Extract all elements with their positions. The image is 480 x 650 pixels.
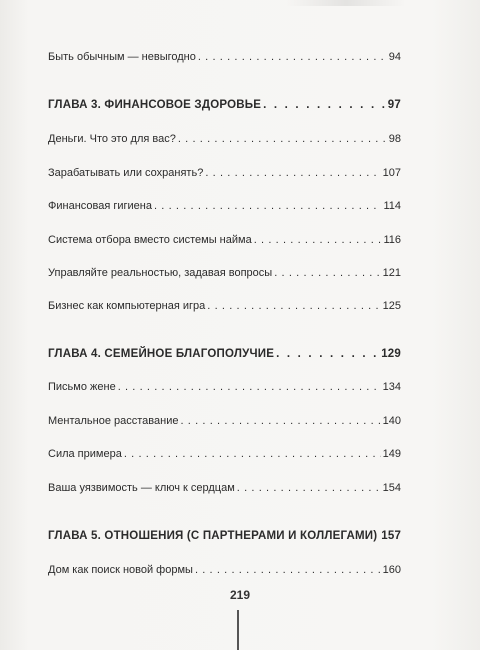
toc-entry-page: 154 xyxy=(382,482,401,494)
toc-entry xyxy=(48,299,401,313)
toc-leader-dots xyxy=(263,98,386,112)
toc-entry-page: 116 xyxy=(383,234,401,246)
toc-leader-dots xyxy=(178,132,387,146)
toc-entry-title: Зарабатывать или сохранять? xyxy=(48,167,204,179)
toc-leader-dots xyxy=(124,447,381,461)
toc-entry xyxy=(48,199,401,213)
toc-entry-page: 134 xyxy=(382,381,401,393)
toc-entry-title: Дом как поиск новой формы xyxy=(48,564,193,576)
toc-leader-dots xyxy=(195,563,381,577)
toc-leader-dots xyxy=(237,481,381,495)
toc-entry-page: 160 xyxy=(382,564,401,576)
toc-entry-title: Письмо жене xyxy=(48,381,116,393)
toc-chapter-heading xyxy=(48,98,401,112)
toc-entry-title: Бизнес как компьютерная игра xyxy=(48,300,206,312)
print-bleed-shadow xyxy=(286,0,406,6)
toc-chapter-title: ГЛАВА 4. СЕМЕЙНОЕ БЛАГОПОЛУЧИЕ xyxy=(48,348,275,360)
toc-leader-dots xyxy=(154,199,381,213)
toc-chapter-page: 97 xyxy=(387,99,401,111)
toc-leader-dots xyxy=(274,266,380,280)
toc-entry-page: 94 xyxy=(388,51,401,63)
page-number: 219 xyxy=(229,588,251,602)
toc-entry-page: 149 xyxy=(382,448,401,460)
toc-entry xyxy=(48,447,401,461)
toc-entry-title: Финансовая гигиена xyxy=(48,200,152,212)
toc-entry-page: 114 xyxy=(383,200,401,212)
toc-entry-title: Сила примера xyxy=(48,448,122,460)
toc-entry xyxy=(48,563,401,577)
toc-entry-title: Ментальное расставание xyxy=(48,415,179,427)
toc-leader-dots xyxy=(205,166,380,180)
toc-entry xyxy=(48,166,401,180)
toc-chapter-title: ГЛАВА 3. ФИНАНСОВОЕ ЗДОРОВЬЕ xyxy=(48,99,262,111)
page-edge-rule xyxy=(237,610,239,650)
toc-leader-dots xyxy=(118,380,381,394)
toc-entry-title: Ваша уязвимость — ключ к сердцам xyxy=(48,482,235,494)
toc-chapter-title: ГЛАВА 5. ОТНОШЕНИЯ (С ПАРТНЕРАМИ И КОЛЛЕГАМИ) xyxy=(48,530,378,542)
toc-entry-page: 125 xyxy=(382,300,401,312)
toc-leader-dots xyxy=(254,233,382,247)
toc-entry-title: Система отбора вместо системы найма xyxy=(48,234,252,246)
toc-entry-title: Деньги. Что это для вас? xyxy=(48,133,176,145)
toc-chapter-page: 157 xyxy=(381,530,402,542)
toc-entry xyxy=(48,266,401,280)
toc-leader-dots xyxy=(180,414,380,428)
toc-leader-dots xyxy=(198,50,387,64)
toc-entry xyxy=(48,233,401,247)
toc-chapter-heading xyxy=(48,529,401,543)
toc-entry-page: 107 xyxy=(382,167,401,179)
toc-entry-page: 98 xyxy=(388,133,401,145)
toc-entry xyxy=(48,481,401,495)
toc-entry-title: Быть обычным — невыгодно xyxy=(48,51,196,63)
toc-entry xyxy=(48,380,401,394)
toc-entry-page: 121 xyxy=(382,267,401,279)
toc-leader-dots xyxy=(207,299,380,313)
toc-entry-page: 140 xyxy=(382,415,401,427)
toc-chapter-heading xyxy=(48,347,401,361)
toc-chapter-page: 129 xyxy=(381,348,401,360)
toc-entry-title: Управляйте реальностью, задавая вопросы xyxy=(48,267,273,279)
toc-entry xyxy=(48,50,401,64)
toc-leader-dots xyxy=(276,347,379,361)
toc-entry xyxy=(48,414,401,428)
toc-entry xyxy=(48,132,401,146)
